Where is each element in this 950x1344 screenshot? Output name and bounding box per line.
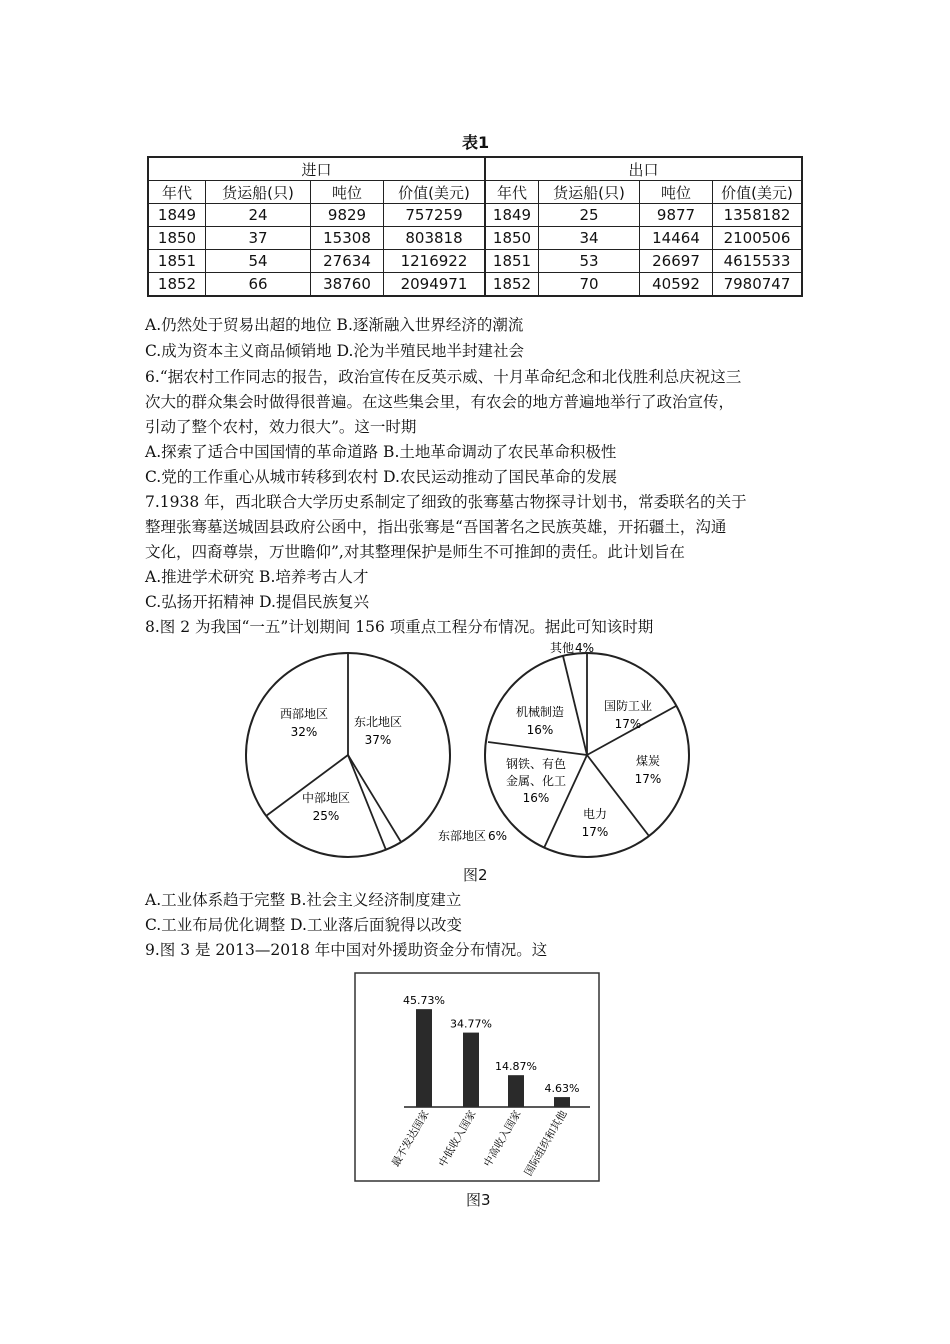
q8-stem: 8.图 2 为我国“一五”计划期间 156 项重点工程分布情况。据此可知该时期: [145, 618, 654, 636]
table-cell: 26697: [640, 250, 713, 273]
table-cell: 24: [206, 204, 311, 227]
header-cell: 年代: [148, 181, 206, 204]
q7-options-cd: C.弘扬开拓精神 D.提倡民族复兴: [145, 593, 369, 611]
q6-stem-line3: 引动了整个农村，效力很大”。这一时期: [145, 418, 417, 436]
table-cell: 54: [206, 250, 311, 273]
table-cell: 4615533: [713, 250, 803, 273]
pie1-label-east: 东部地区: [438, 829, 487, 843]
pie2-label-defense: 国防工业: [603, 699, 653, 713]
q8-options-cd: C.工业布局优化调整 D.工业落后面貌得以改变: [145, 916, 462, 934]
table-cell: 757259: [384, 204, 486, 227]
bar-value-label: 4.63%: [544, 1082, 580, 1096]
table-cell: 38760: [311, 273, 384, 297]
table-cell: 70: [539, 273, 640, 297]
q6-options-cd: C.党的工作重心从城市转移到农村 D.农民运动推动了国民革命的发展: [145, 468, 617, 486]
table-cell: 66: [206, 273, 311, 297]
category-label: 中低收入国家: [436, 1108, 479, 1170]
table-cell: 1216922: [384, 250, 486, 273]
table-cell: 7980747: [713, 273, 803, 297]
pie1-value-northeast: 37%: [364, 733, 392, 747]
table-cell: 53: [539, 250, 640, 273]
export-header: 出口: [485, 157, 802, 181]
table-cell: 2094971: [384, 273, 486, 297]
bar: [508, 1075, 524, 1107]
table-cell: 1849: [148, 204, 206, 227]
bar: [416, 1009, 432, 1107]
pie2-value-other: 4%: [575, 641, 595, 655]
category-label: 中高收入国家: [481, 1108, 524, 1170]
category-label: 国际组织和其他: [522, 1108, 570, 1179]
header-cell: 价值(美元): [384, 181, 486, 204]
q5-options-cd: C.成为资本主义商品倾销地 D.沦为半殖民地半封建社会: [145, 342, 524, 360]
pie1-value-central: 25%: [312, 809, 340, 823]
q7-stem-line1: 7.1938 年，西北联合大学历史系制定了细致的张骞墓古物探寻计划书，常委联名的关于: [145, 493, 747, 511]
header-cell: 年代: [485, 181, 539, 204]
figure2-pies: [238, 640, 708, 885]
table-row: [148, 227, 802, 250]
bar: [463, 1033, 479, 1107]
table-cell: 34: [539, 227, 640, 250]
table1-caption: 表1: [462, 133, 490, 152]
table-row: [148, 204, 802, 227]
pie1-value-east: 6%: [488, 829, 508, 843]
header-cell: 吨位: [640, 181, 713, 204]
table-cell: 1851: [485, 250, 539, 273]
import-header: 进口: [148, 157, 485, 181]
q6-stem-line2: 次大的群众集会时做得很普遍。在这些集会里，有农会的地方普遍地举行了政治宣传，: [145, 393, 735, 411]
figure3-caption: 图3: [466, 1191, 491, 1209]
pie2-value-defense: 17%: [614, 717, 642, 731]
table-cell: 25: [539, 204, 640, 227]
table-cell: 27634: [311, 250, 384, 273]
pie2-label-power: 电力: [582, 807, 608, 821]
pie2-value-power: 17%: [581, 825, 609, 839]
header-cell: 货运船(只): [539, 181, 640, 204]
pie-region: [246, 653, 507, 857]
pie-industry: [485, 640, 689, 857]
pie2-label-coal: 煤炭: [635, 754, 661, 768]
q6-options-ab: A.探索了适合中国国情的革命道路 B.土地革命调动了农民革命积极性: [145, 443, 617, 461]
pie2-value-machinery: 16%: [526, 723, 554, 737]
bar: [554, 1097, 570, 1107]
table-cell: 1358182: [713, 204, 803, 227]
pie2-label-machinery: 机械制造: [515, 705, 565, 719]
category-label: 最不发达国家: [389, 1108, 432, 1170]
table-cell: 40592: [640, 273, 713, 297]
pie2-label-other: 其他: [550, 641, 575, 655]
header-cell: 价值(美元): [713, 181, 803, 204]
bar-value-label: 45.73%: [403, 994, 445, 1008]
table-cell: 1849: [485, 204, 539, 227]
pie2-label-steel-1: 钢铁、有色: [505, 757, 567, 771]
table-cell: 1852: [485, 273, 539, 297]
table-cell: 2100506: [713, 227, 803, 250]
table-header-row: [148, 181, 802, 204]
pie1-label-central: 中部地区: [301, 791, 351, 805]
pie2-value-steel: 16%: [522, 791, 550, 805]
q8-options-ab: A.工业体系趋于完整 B.社会主义经济制度建立: [145, 891, 462, 909]
table-group-row: [148, 157, 802, 181]
table-cell: 15308: [311, 227, 384, 250]
bar-value-label: 34.77%: [450, 1017, 492, 1031]
header-cell: 货运船(只): [206, 181, 311, 204]
table-row: [148, 250, 802, 273]
pie1-value-west: 32%: [290, 725, 318, 739]
table-cell: 37: [206, 227, 311, 250]
bar-value-label: 14.87%: [495, 1060, 537, 1074]
table-cell: 9877: [640, 204, 713, 227]
q9-stem: 9.图 3 是 2013—2018 年中国对外援助资金分布情况。这: [145, 941, 548, 959]
header-cell: 吨位: [311, 181, 384, 204]
table-row: [148, 273, 802, 297]
table-cell: 14464: [640, 227, 713, 250]
q7-stem-line3: 文化，四裔尊崇，万世瞻仰”,对其整理保护是师生不可推卸的责任。此计划旨在: [145, 543, 685, 561]
q5-options-ab: A.仍然处于贸易出超的地位 B.逐渐融入世界经济的潮流: [145, 316, 524, 334]
q7-options-ab: A.推进学术研究 B.培养考古人才: [145, 568, 369, 586]
trade-table: [147, 156, 803, 297]
pie1-label-west: 西部地区: [279, 707, 329, 721]
table-cell: 803818: [384, 227, 486, 250]
pie1-label-northeast: 东北地区: [353, 715, 403, 729]
figure2-caption: 图2: [463, 866, 488, 884]
table-cell: 1850: [485, 227, 539, 250]
table-cell: 9829: [311, 204, 384, 227]
q6-stem-line1: 6.“据农村工作同志的报告，政治宣传在反英示威、十月革命纪念和北伐胜利总庆祝这三: [145, 368, 742, 386]
table-cell: 1850: [148, 227, 206, 250]
pie2-label-steel-2: 金属、化工: [505, 774, 567, 788]
figure3-bar-chart: [354, 972, 600, 1182]
table-cell: 1852: [148, 273, 206, 297]
pie2-value-coal: 17%: [634, 772, 662, 786]
table-cell: 1851: [148, 250, 206, 273]
q7-stem-line2: 整理张骞墓送城固县政府公函中，指出张骞是“吾国著名之民族英雄，开拓疆土，沟通: [145, 518, 727, 536]
